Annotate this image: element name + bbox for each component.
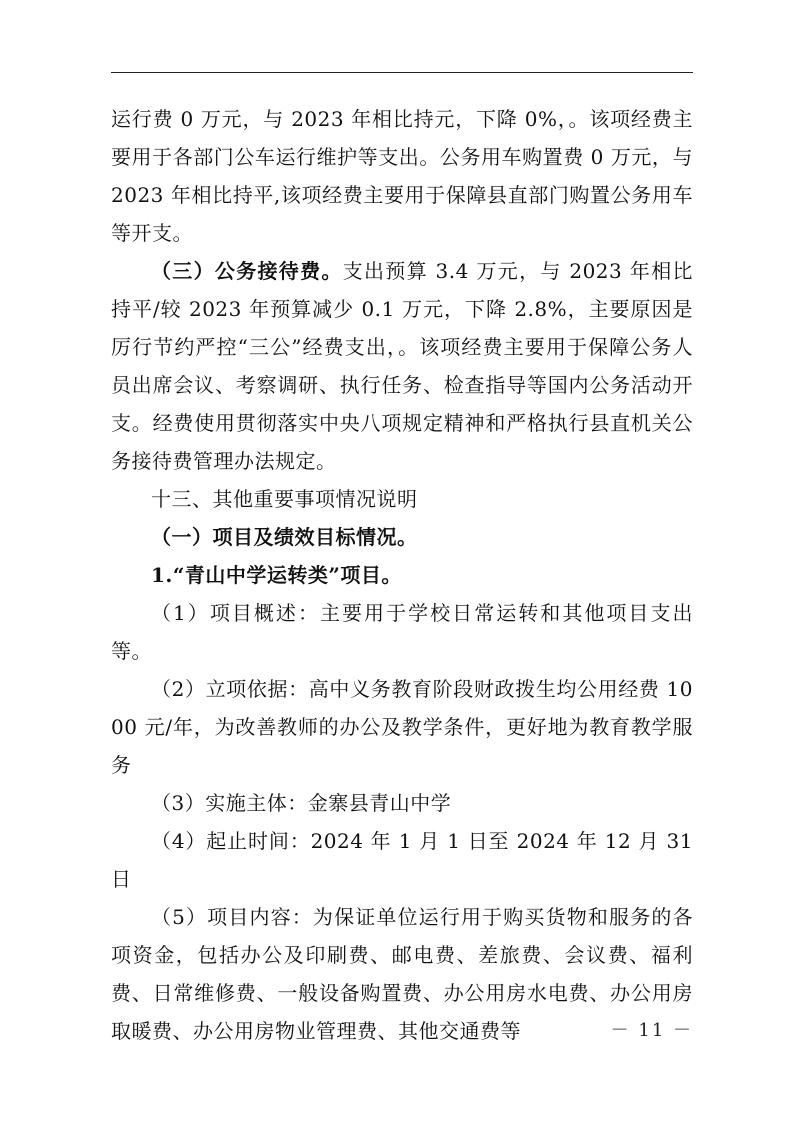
document-body	[111, 100, 693, 1050]
reception-costs-heading: （三）公务接待费。	[151, 259, 343, 283]
item-overview: （1）项目概述：主要用于学校日常运转和其他项目支出等。	[111, 601, 693, 663]
header-rule	[111, 72, 693, 73]
page-number: － 11 －	[610, 1020, 693, 1041]
item-content: （5）项目内容：为保证单位运行用于购买货物和服务的各项资金，包括办公及印刷费、邮电费、差旅费、会议费、福利费、日常维修费、一般设备购置费、办公用房水电费、办公用房取暖费、办公用房物业管理费、其他交通费等	[111, 905, 693, 1043]
section-13-heading: 十三、其他重要事项情况说明	[151, 487, 418, 511]
reception-costs-text: 支出预算 3.4 万元，与 2023 年相比持平/较 2023 年预算减少 0.1 万元，下降 2.8%，主要原因是厉行节约严控“三公”经费支出，。该项经费主要用于保障公务人员出席会议、考察调研、执行任务、检查指导等国内公务活动开支。经费使用贯彻落实中央八项规定精神和严格执行县直机关公务接待费管理办法规定。	[111, 259, 693, 473]
subsection-heading: （一）项目及绩效目标情况。	[151, 525, 418, 549]
paragraph-reception-costs	[111, 252, 693, 480]
item-period: （4）起止时间：2024 年 1 月 1 日至 2024 年 12 月 31 日	[111, 829, 693, 891]
paragraph-vehicle-costs: 运行费 0 万元，与 2023 年相比持元，下降 0%，。该项经费主要用于各部门公车运行维护等支出。公务用车购置费 0 万元，与 2023 年相比持平,该项经费主要用于保障县直部门购置公务用车等开支。	[111, 107, 693, 245]
project-title: 1.“青山中学运转类”项目。	[151, 563, 402, 587]
item-basis: （2）立项依据：高中义务教育阶段财政拨生均公用经费 1000 元/年，为改善教师的办公及教学条件，更好地为教育教学服务	[111, 677, 693, 777]
item-implementer: （3）实施主体：金寨县青山中学	[151, 791, 452, 815]
